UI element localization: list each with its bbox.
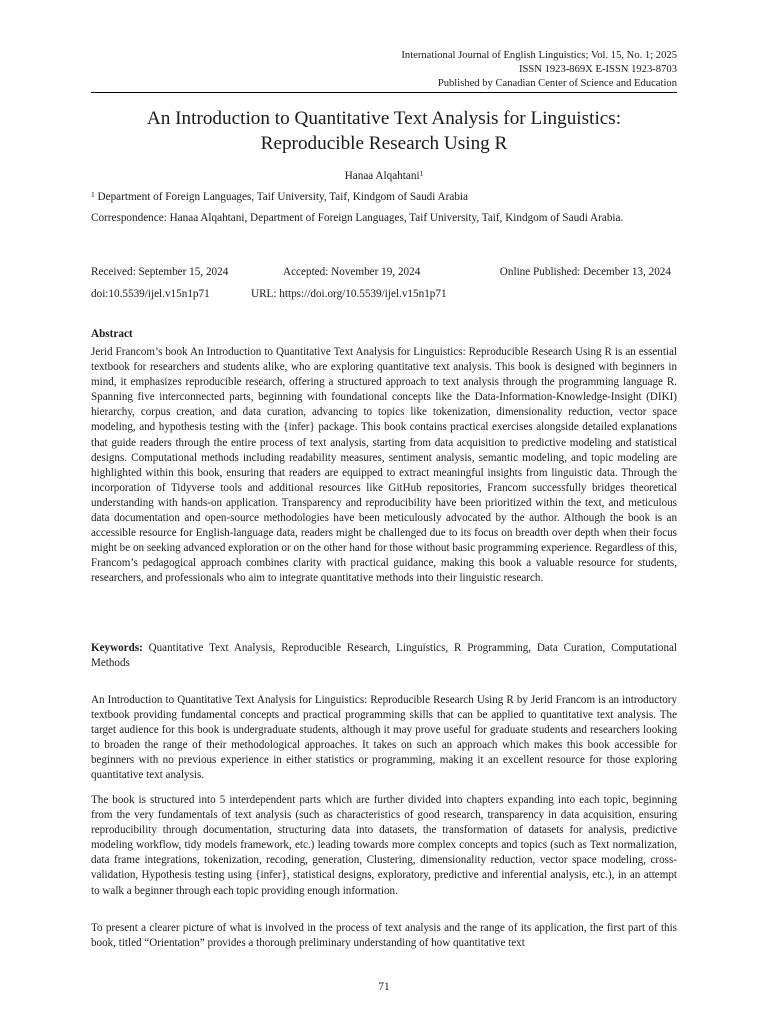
title-line-2: Reproducible Research Using R [260,133,508,154]
header-rule [91,92,677,93]
journal-issn: ISSN 1923-869X E-ISSN 1923-8703 [518,64,677,75]
keywords-text: Quantitative Text Analysis, Reproducible Research, Linguistics, R Programming, Data Curation, Computational Methods [91,642,678,670]
body-paragraph-1: An Introduction to Quantitative Text Analysis for Linguistics: Reproducible Research Using R by Jerid Francom is an introductory textbook providing fundamental concepts and practical programming skills that can be applied to quantitative text analysis. The target audience for this book is undergraduate students, although it may prove useful for graduate students and researchers looking to broaden the range of their methodological approaches. It takes on such an approach which makes this book accessible for beginners with no previous experience in either statistics or programming, making it an excellent resource for those exploring quantitative text analysis. [91,694,677,782]
abstract-heading: Abstract [91,328,133,340]
journal-citation: International Journal of English Linguistics; Vol. 15, No. 1; 2025 [401,50,677,61]
author-name: Hanaa Alqahtani [344,170,420,182]
author-line [91,169,677,183]
body-paragraph-2: The book is structured into 5 interdependent parts which are further divided into chapters expanding into each topic, beginning from the very fundamentals of text analysis (such as characteristics of good research, transparency in data acquisition, ensuring reproducibility through documentation, structuring data into datasets, the transformation of datasets for analysis, predictive modeling workflow, tidy models framework, etc.) leading towards more complex concepts and topics (such as Text normalization, data frame integrations, tokenization, recoding, generation, Clustering, dimensionality reduction, vector space modeling, cross-validation, Hypothesis testing using {infer}, statistical designs, exploratory, predictive and inferential analysis, etc.), in an attempt to walk a beginner through each topic providing enough information. [91,794,677,897]
affiliation [91,190,468,204]
accepted-date: Accepted: November 19, 2024 [283,266,421,278]
page-number: 71 [378,981,390,993]
keywords [91,641,677,671]
affiliation-mark: 1 [91,190,95,199]
journal-publisher: Published by Canadian Center of Science and Education [437,78,677,89]
affiliation-text: Department of Foreign Languages, Taif University, Taif, Kindgom of Saudi Arabia [97,191,468,203]
article-title [91,106,677,156]
body-paragraph-3: To present a clearer picture of what is involved in the process of text analysis and the range of its application, the first part of this book, titled “Orientation” provides a thorough preliminary understanding of how quantitative text [91,922,677,950]
correspondence: Correspondence: Hanaa Alqahtani, Department of Foreign Languages, Taif University, Taif, Kindgom of Saudi Arabia. [91,212,624,224]
abstract-text: Jerid Francom’s book An Introduction to Quantitative Text Analysis for Linguistics: Reproducible Research Using R is an essential textbook for researchers and students alike, who are exploring quantitative text analysis. This book is designed with beginners in mind, it emphasizes reproducible research, offering a structured approach to text analysis through the programming language R. Spanning five interconnected parts, beginning with foundational concepts like the Data-Information-Knowledge-Insight (DIKI) hierarchy, corpus creation, and data curation, advancing to topics like tokenization, dimensionality reduction, vector space modeling, and hypothesis testing with the {infer} package. This book contains practical exercises alongside detailed explanations that guide readers through the entire process of text analysis, starting from data acquisition to predictive modeling and statistical designs. Computational methods including readability measures, sentiment analysis, semantic modeling, and topic modeling are highlighted within this book, ensuring that readers are equipped to extract meaningful insights from linguistic data. Through the incorporation of Tidyverse tools and additional resources like GitHub repositories, Francom successfully bridges theoretical understanding with hands-on application. Transparency and reproducibility have been prioritized within the text, and meticulous data documentation and open-source methodologies have been meticulously advocated by the author. Although the book is an accessible resource for English-language data, readers might be challenged due to its focus on breadth over depth when their focus might be on seeking advanced exploration or on the other hand for those without basic programming experience. Regardless of this, Francom’s pedagogical approach combines clarity with practical guidance, making this book a valuable resource for students, researchers, and professionals who aim to integrate quantitative methods into their linguistic research. [91,346,677,585]
doi-url[interactable]: URL: https://doi.org/10.5539/ijel.v15n1p71 [251,288,447,300]
doi: doi:10.5539/ijel.v15n1p71 [91,288,210,300]
title-line-1: An Introduction to Quantitative Text Analysis for Linguistics: [146,108,622,129]
author-affiliation-mark: 1 [419,169,424,178]
keywords-label: Keywords: [91,642,143,654]
journal-header [401,49,677,91]
received-date: Received: September 15, 2024 [91,266,229,278]
published-date: Online Published: December 13, 2024 [499,266,671,278]
